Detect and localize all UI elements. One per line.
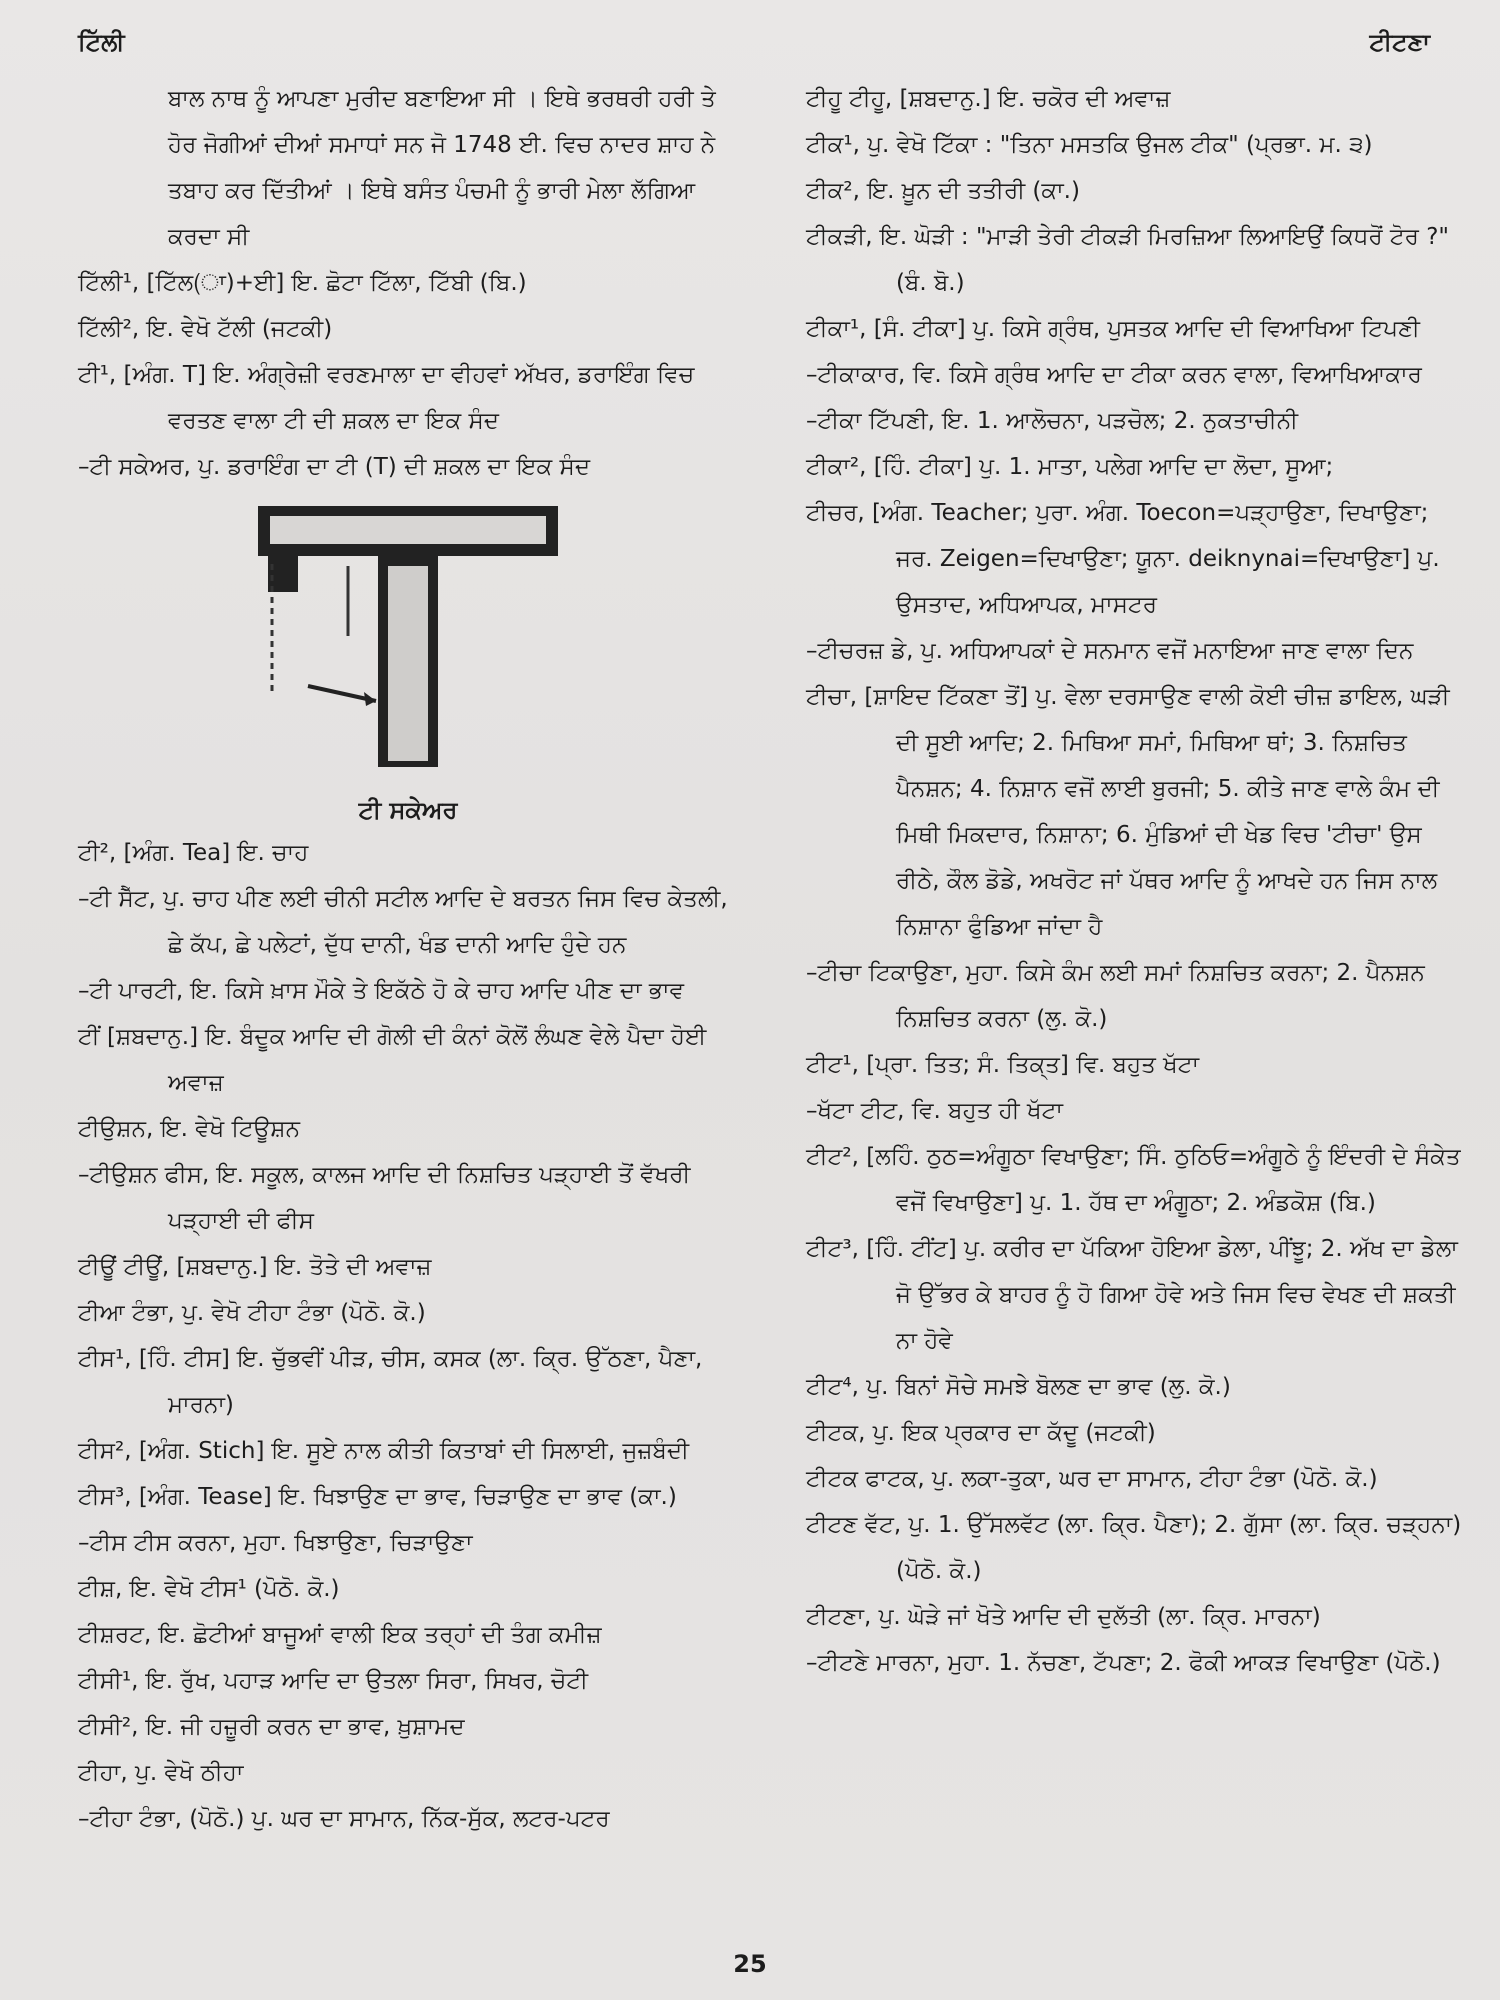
dictionary-entry: ਟੀਕ¹, ਪੁ. ਵੇਖੋ ਟਿੱਕਾ : "ਤਿਨਾ ਮਸਤਕਿ ਉਜਲ ਟੀਕ" (ਪ੍ਰਭਾ. ਮ. ੩) xyxy=(806,132,1373,158)
dictionary-entry: –ਟੀਹਾ ਟੰਭਾ, (ਪੋਠੋ.) ਪੁ. ਘਰ ਦਾ ਸਾਮਾਨ, ਨਿੱਕ-ਸੁੱਕ, ਲਟਰ-ਪਟਰ xyxy=(78,1806,610,1832)
dictionary-entry: ਟਿੱਲੀ¹, [ਟਿੱਲ(ਾ)+ਈ] ਇ. ਛੋਟਾ ਟਿੱਲਾ, ਟਿੱਬੀ (ਬਿ.) xyxy=(78,270,527,296)
dictionary-entry: ਟੀਊਂ ਟੀਊਂ, [ਸ਼ਬਦਾਨੁ.] ਇ. ਤੋਤੇ ਦੀ ਅਵਾਜ਼ xyxy=(78,1254,432,1280)
running-head-right: ਟੀਟਣਾ xyxy=(1369,28,1430,56)
dictionary-entry: ਬਾਲ ਨਾਥ ਨੂੰ ਆਪਣਾ ਮੁਰੀਦ ਬਣਾਇਆ ਸੀ । ਇਥੇ ਭਰਥਰੀ ਹਰੀ ਤੇ ਹੋਰ ਜੋਗੀਆਂ ਦੀਆਂ ਸਮਾਧਾਂ ਸਨ ਜੋ 1748 ਈ. ਵਿਚ ਨਾਦਰ ਸ਼ਾਹ ਨੇ ਤਬਾਹ ਕਰ ਦਿੱਤੀਆਂ । ਇਥੇ ਬਸੰਤ ਪੰਚਮੀ ਨੂੰ ਭਾਰੀ ਮੇਲਾ ਲੱਗਿਆ ਕਰਦਾ ਸੀ xyxy=(168,86,716,250)
dictionary-entry: ਟੀਕਾ¹, [ਸੰ. ਟੀਕਾ] ਪੁ. ਕਿਸੇ ਗ੍ਰੰਥ, ਪੁਸਤਕ ਆਦਿ ਦੀ ਵਿਆਖਿਆ ਟਿਪਣੀ xyxy=(806,316,1420,342)
dictionary-entry: –ਟੀ ਪਾਰਟੀ, ਇ. ਕਿਸੇ ਖ਼ਾਸ ਮੌਕੇ ਤੇ ਇਕੱਠੇ ਹੋ ਕੇ ਚਾਹ ਆਦਿ ਪੀਣ ਦਾ ਭਾਵ xyxy=(78,978,685,1004)
figure-caption: ਟੀ ਸਕੇਅਰ xyxy=(358,796,458,824)
t-square-illustration xyxy=(248,496,568,786)
dictionary-entry: ਟੀਟਕ ਫਾਟਕ, ਪੁ. ਲਕਾ-ਤੁਕਾ, ਘਰ ਦਾ ਸਾਮਾਨ, ਟੀਹਾ ਟੰਭਾ (ਪੋਠੋ. ਕੋ.) xyxy=(806,1466,1378,1492)
dictionary-entry: –ਟੀਕਾਕਾਰ, ਵਿ. ਕਿਸੇ ਗ੍ਰੰਥ ਆਦਿ ਦਾ ਟੀਕਾ ਕਰਨ ਵਾਲਾ, ਵਿਆਖਿਆਕਾਰ xyxy=(806,362,1422,388)
dictionary-entry: ਟੀਟਣ ਵੱਟ, ਪੁ. 1. ਉੱਸਲਵੱਟ (ਲਾ. ਕ੍ਰਿ. ਪੈਣਾ); 2. ਗੁੱਸਾ (ਲਾ. ਕ੍ਰਿ. ਚੜ੍ਹਨਾ) (ਪੋਠੋ. ਕੋ.) xyxy=(806,1512,1462,1584)
dictionary-entry: –ਟੀਸ ਟੀਸ ਕਰਨਾ, ਮੁਹਾ. ਖਿਝਾਉਣਾ, ਚਿੜਾਉਣਾ xyxy=(78,1530,473,1556)
dictionary-entry: –ਟੀਚਰਜ਼ ਡੇ, ਪੁ. ਅਧਿਆਪਕਾਂ ਦੇ ਸਨਮਾਨ ਵਜੋਂ ਮਨਾਇਆ ਜਾਣ ਵਾਲਾ ਦਿਨ xyxy=(806,638,1414,664)
dictionary-entry: ਟੀਟ⁴, ਪੁ. ਬਿਨਾਂ ਸੋਚੇ ਸਮਝੇ ਬੋਲਣ ਦਾ ਭਾਵ (ਲੁ. ਕੋ.) xyxy=(806,1374,1231,1400)
dictionary-entry: ਟਿੱਲੀ², ਇ. ਵੇਖੋ ਟੱਲੀ (ਜਟਕੀ) xyxy=(78,316,333,342)
running-head-left: ਟਿੱਲੀ xyxy=(78,28,125,56)
dictionary-entry: ਟੀਟਕ, ਪੁ. ਇਕ ਪ੍ਰਕਾਰ ਦਾ ਕੱਦੂ (ਜਟਕੀ) xyxy=(806,1420,1156,1446)
dictionary-entry: –ਟੀ ਸੈੱਟ, ਪੁ. ਚਾਹ ਪੀਣ ਲਈ ਚੀਨੀ ਸਟੀਲ ਆਦਿ ਦੇ ਬਰਤਨ ਜਿਸ ਵਿਚ ਕੇਤਲੀ, ਛੇ ਕੱਪ, ਛੇ ਪਲੇਟਾਂ, ਦੁੱਧ ਦਾਨੀ, ਖੰਡ ਦਾਨੀ ਆਦਿ ਹੁੰਦੇ ਹਨ xyxy=(78,886,728,958)
t-square-figure xyxy=(78,496,738,826)
dictionary-entry: ਟੀਟ³, [ਹਿੰ. ਟੀਂਟ] ਪੁ. ਕਰੀਰ ਦਾ ਪੱਕਿਆ ਹੋਇਆ ਡੇਲਾ, ਪੀਂਝੂ; 2. ਅੱਖ ਦਾ ਡੇਲਾ ਜੋ ਉੱਭਰ ਕੇ ਬਾਹਰ ਨੂੰ ਹੋ ਗਿਆ ਹੋਵੇ ਅਤੇ ਜਿਸ ਵਿਚ ਵੇਖਣ ਦੀ ਸ਼ਕਤੀ ਨਾ ਹੋਵੇ xyxy=(806,1236,1458,1354)
dictionary-entry: ਟੀਸ¹, [ਹਿੰ. ਟੀਸ] ਇ. ਚੁੱਭਵੀਂ ਪੀੜ, ਚੀਸ, ਕਸਕ (ਲਾ. ਕ੍ਰਿ. ਉੱਠਣਾ, ਪੈਣਾ, ਮਾਰਨਾ) xyxy=(78,1346,703,1418)
dictionary-entry: ਟੀਟ¹, [ਪ੍ਰਾ. ਤਿਤ; ਸੰ. ਤਿਕ੍ਤ] ਵਿ. ਬਹੁਤ ਖੱਟਾ xyxy=(806,1052,1200,1078)
dictionary-entry: ਟੀਂ [ਸ਼ਬਦਾਨੁ.] ਇ. ਬੰਦੂਕ ਆਦਿ ਦੀ ਗੋਲੀ ਦੀ ਕੰਨਾਂ ਕੋਲੋਂ ਲੰਘਣ ਵੇਲੇ ਪੈਦਾ ਹੋਈ ਅਵਾਜ਼ xyxy=(78,1024,707,1096)
left-column xyxy=(78,76,738,1842)
dictionary-entry: –ਖੱਟਾ ਟੀਟ, ਵਿ. ਬਹੁਤ ਹੀ ਖੱਟਾ xyxy=(806,1098,1063,1124)
dictionary-entry: ਟੀਕਾ², [ਹਿੰ. ਟੀਕਾ] ਪੁ. 1. ਮਾਤਾ, ਪਲੇਗ ਆਦਿ ਦਾ ਲੋਦਾ, ਸੂਆ; xyxy=(806,454,1334,480)
dictionary-entry: ਟੀਟ², [ਲਹਿੰ. ਠੁਠ=ਅੰਗੂਠਾ ਵਿਖਾਉਣਾ; ਸਿੰ. ਠੁਠਿਓ=ਅੰਗੂਠੇ ਨੂੰ ਇੰਦਰੀ ਦੇ ਸੰਕੇਤ ਵਜੋਂ ਵਿਖਾਉਣਾ] ਪੁ. 1. ਹੱਥ ਦਾ ਅੰਗੂਠਾ; 2. ਅੰਡਕੋਸ਼ (ਬਿ.) xyxy=(806,1144,1461,1216)
dictionary-entry: ਟੀਉਸ਼ਨ, ਇ. ਵੇਖੋ ਟਿਊਸ਼ਨ xyxy=(78,1116,300,1142)
dictionary-entry: ਟੀਆ ਟੰਭਾ, ਪੁ. ਵੇਖੋ ਟੀਹਾ ਟੰਭਾ (ਪੋਠੋ. ਕੋ.) xyxy=(78,1300,426,1326)
dictionary-entry: ਟੀਕੜੀ, ਇ. ਘੋੜੀ : "ਮਾੜੀ ਤੇਰੀ ਟੀਕੜੀ ਮਿਰਜ਼ਿਆ ਲਿਆਇਉਂ ਕਿਧਰੋਂ ਟੋਰ ?" (ਬੰ. ਬੋ.) xyxy=(806,224,1450,296)
dictionary-entry: ਟੀਸ², [ਅੰਗ. Stich] ਇ. ਸੂਏ ਨਾਲ ਕੀਤੀ ਕਿਤਾਬਾਂ ਦੀ ਸਿਲਾਈ, ਜੁਜ਼ਬੰਦੀ xyxy=(78,1438,689,1464)
right-column xyxy=(806,76,1466,1686)
dictionary-entry: ਟੀਚਾ, [ਸ਼ਾਇਦ ਟਿੱਕਣਾ ਤੋਂ] ਪੁ. ਵੇਲਾ ਦਰਸਾਉਣ ਵਾਲੀ ਕੋਈ ਚੀਜ਼ ਡਾਇਲ, ਘੜੀ ਦੀ ਸੂਈ ਆਦਿ; 2. ਮਿਥਿਆ ਸਮਾਂ, ਮਿਥਿਆ ਥਾਂ; 3. ਨਿਸ਼ਚਿਤ ਪੈਨਸ਼ਨ; 4. ਨਿਸ਼ਾਨ ਵਜੋਂ ਲਾਈ ਬੁਰਜੀ; 5. ਕੀਤੇ ਜਾਣ ਵਾਲੇ ਕੰਮ ਦੀ ਮਿਥੀ ਮਿਕਦਾਰ, ਨਿਸ਼ਾਨਾ; 6. ਮੁੰਡਿਆਂ ਦੀ ਖੇਡ ਵਿਚ 'ਟੀਚਾ' ਉਸ ਰੀਠੇ, ਕੌਲ ਡੋਡੇ, ਅਖਰੋਟ ਜਾਂ ਪੱਥਰ ਆਦਿ ਨੂੰ ਆਖਦੇ ਹਨ ਜਿਸ ਨਾਲ ਨਿਸ਼ਾਨਾ ਫੁੰਡਿਆ ਜਾਂਦਾ ਹੈ xyxy=(806,684,1450,940)
dictionary-entry: –ਟੀਉਸ਼ਨ ਫੀਸ, ਇ. ਸਕੂਲ, ਕਾਲਜ ਆਦਿ ਦੀ ਨਿਸ਼ਚਿਤ ਪੜ੍ਹਾਈ ਤੋਂ ਵੱਖਰੀ ਪੜ੍ਹਾਈ ਦੀ ਫੀਸ xyxy=(78,1162,691,1234)
dictionary-entry: ਟੀਹੂ ਟੀਹੂ, [ਸ਼ਬਦਾਨੁ.] ਇ. ਚਕੋਰ ਦੀ ਅਵਾਜ਼ xyxy=(806,86,1171,112)
page-number: 25 xyxy=(733,1950,767,1978)
dictionary-entry: ਟੀਹਾ, ਪੁ. ਵੇਖੋ ਠੀਹਾ xyxy=(78,1760,244,1786)
dictionary-entry: –ਟੀ ਸਕੇਅਰ, ਪੁ. ਡਰਾਇੰਗ ਦਾ ਟੀ (T) ਦੀ ਸ਼ਕਲ ਦਾ ਇਕ ਸੰਦ xyxy=(78,454,591,480)
dictionary-entry: ਟੀ², [ਅੰਗ. Tea] ਇ. ਚਾਹ xyxy=(78,840,309,866)
dictionary-entry: ਟੀਸ³, [ਅੰਗ. Tease] ਇ. ਖਿਝਾਉਣ ਦਾ ਭਾਵ, ਚਿੜਾਉਣ ਦਾ ਭਾਵ (ਕਾ.) xyxy=(78,1484,677,1510)
dictionary-entry: –ਟੀਚਾ ਟਿਕਾਉਣਾ, ਮੁਹਾ. ਕਿਸੇ ਕੰਮ ਲਈ ਸਮਾਂ ਨਿਸ਼ਚਿਤ ਕਰਨਾ; 2. ਪੈਨਸ਼ਨ ਨਿਸ਼ਚਿਤ ਕਰਨਾ (ਲੁ. ਕੋ.) xyxy=(806,960,1425,1032)
dictionary-entry: ਟੀਸੀ², ਇ. ਜੀ ਹਜ਼ੂਰੀ ਕਰਨ ਦਾ ਭਾਵ, ਖ਼ੁਸ਼ਾਮਦ xyxy=(78,1714,465,1740)
dictionary-entry: ਟੀਚਰ, [ਅੰਗ. Teacher; ਪੁਰਾ. ਅੰਗ. Toecon=ਪੜ੍ਹਾਉਣਾ, ਦਿਖਾਉਣਾ; ਜਰ. Zeigen=ਦਿਖਾਉਣਾ; ਯੂਨਾ. deiknynai=ਦਿਖਾਉਣਾ] ਪੁ. ਉਸਤਾਦ, ਅਧਿਆਪਕ, ਮਾਸਟਰ xyxy=(806,500,1440,618)
dictionary-entry: –ਟੀਕਾ ਟਿੱਪਣੀ, ਇ. 1. ਆਲੋਚਨਾ, ਪੜਚੋਲ; 2. ਨੁਕਤਾਚੀਨੀ xyxy=(806,408,1299,434)
dictionary-entry: ਟੀਸੀ¹, ਇ. ਰੁੱਖ, ਪਹਾੜ ਆਦਿ ਦਾ ਉਤਲਾ ਸਿਰਾ, ਸਿਖਰ, ਚੋਟੀ xyxy=(78,1668,589,1694)
dictionary-entry: ਟੀਟਣਾ, ਪੁ. ਘੋੜੇ ਜਾਂ ਖੋਤੇ ਆਦਿ ਦੀ ਦੁਲੱਤੀ (ਲਾ. ਕ੍ਰਿ. ਮਾਰਨਾ) xyxy=(806,1604,1321,1630)
dictionary-entry: ਟੀ¹, [ਅੰਗ. T] ਇ. ਅੰਗ੍ਰੇਜ਼ੀ ਵਰਣਮਾਲਾ ਦਾ ਵੀਹਵਾਂ ਅੱਖਰ, ਡਰਾਇੰਗ ਵਿਚ ਵਰਤਣ ਵਾਲਾ ਟੀ ਦੀ ਸ਼ਕਲ ਦਾ ਇਕ ਸੰਦ xyxy=(78,362,695,434)
dictionary-entry: –ਟੀਟਣੇ ਮਾਰਨਾ, ਮੁਹਾ. 1. ਨੱਚਣਾ, ਟੱਪਣਾ; 2. ਫੋਕੀ ਆਕੜ ਵਿਖਾਉਣਾ (ਪੋਠੋ.) xyxy=(806,1650,1441,1676)
dictionary-entry: ਟੀਕ², ਇ. ਖ਼ੂਨ ਦੀ ਤਤੀਰੀ (ਕਾ.) xyxy=(806,178,1080,204)
dictionary-entry: ਟੀਸ਼, ਇ. ਵੇਖੋ ਟੀਸ¹ (ਪੋਠੋ. ਕੋ.) xyxy=(78,1576,340,1602)
dictionary-entry: ਟੀਸ਼ਰਟ, ਇ. ਛੋਟੀਆਂ ਬਾਜੂਆਂ ਵਾਲੀ ਇਕ ਤਰ੍ਹਾਂ ਦੀ ਤੰਗ ਕਮੀਜ਼ xyxy=(78,1622,602,1648)
